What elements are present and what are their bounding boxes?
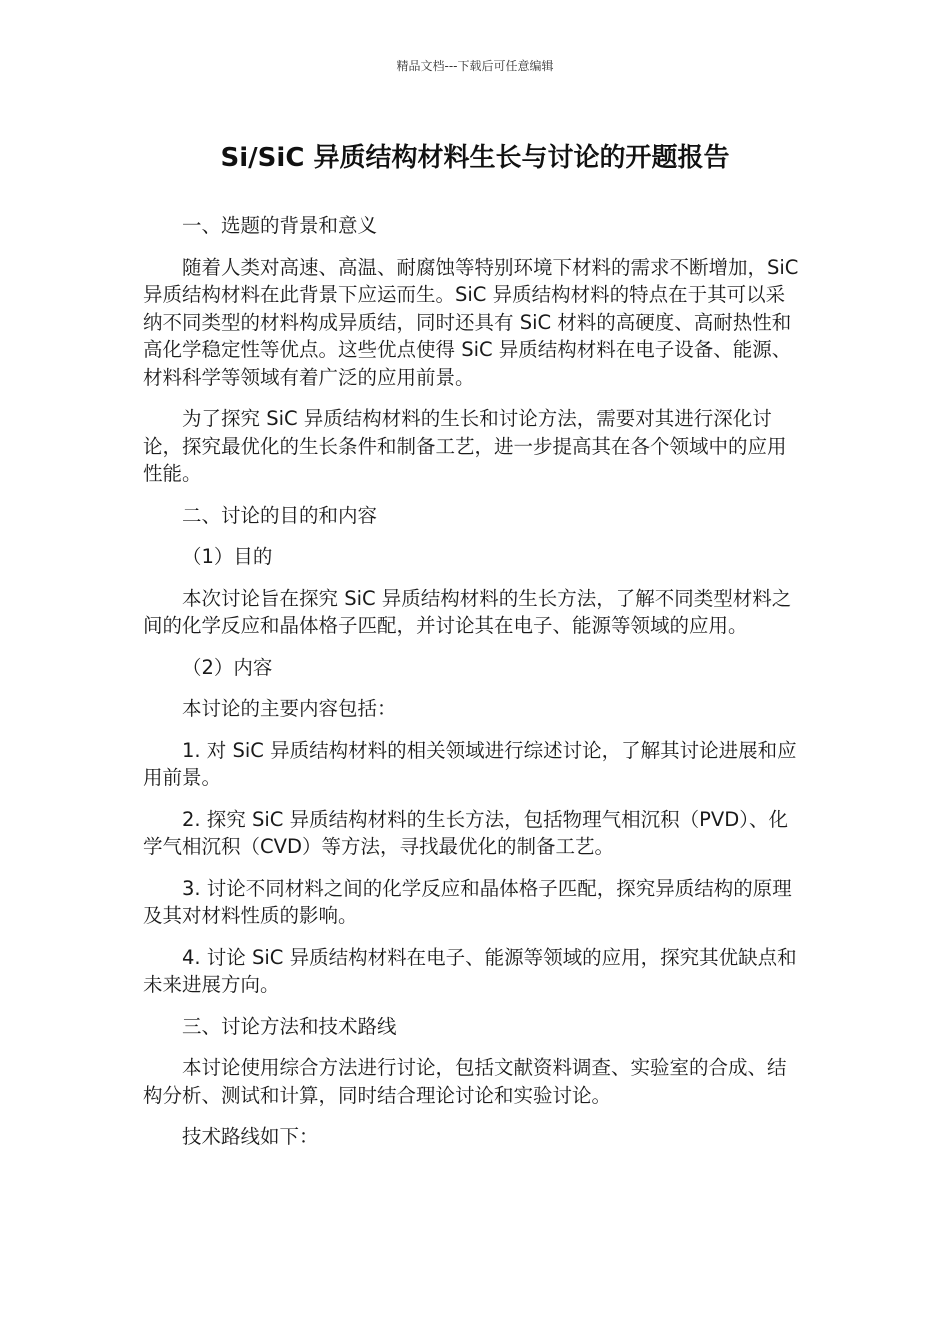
section-2-heading: 二、讨论的目的和内容 xyxy=(182,503,378,527)
list-item-1: 1. 对 SiC 异质结构材料的相关领域进行综述讨论，了解其讨论进展和应用前景。 xyxy=(143,738,797,789)
section-3-paragraph-1: 本讨论使用综合方法进行讨论，包括文献资料调查、实验室的合成、结构分析、测试和计算，同时结合理论讨论和实验讨论。 xyxy=(143,1056,787,1107)
section-1-heading: 一、选题的背景和意义 xyxy=(182,214,378,237)
document-title: Si/SiC 异质结构材料生长与讨论的开题报告 xyxy=(220,143,730,173)
section-1-paragraph-1: 随着人类对高速、高温、耐腐蚀等特别环境下材料的需求不断增加，SiC 异质结构材料在此背景下应运而生。SiC 异质结构材料的特点在于其可以采纳不同类型的材料构成异质结，同时还具有 SiC 材料的高硬度、高耐热性和高化学稳定性等优点。这些优点使得 SiC 异质结构材料在电子设备、能源、材料科学等领域有着广泛的应用前景。 xyxy=(143,255,799,389)
section-3-heading: 三、讨论方法和技术路线 xyxy=(182,1014,397,1038)
section-1-paragraph-2: 为了探究 SiC 异质结构材料的生长和讨论方法，需要对其进行深化讨论，探究最优化的生长条件和制备工艺，进一步提高其在各个领域中的应用性能。 xyxy=(143,407,787,485)
section-2-subheading-content: （2）内容 xyxy=(182,655,273,679)
section-3-paragraph-2: 技术路线如下： xyxy=(182,1125,319,1148)
section-2-subheading-purpose: （1）目的 xyxy=(182,545,273,568)
section-2-paragraph-2: 本讨论的主要内容包括： xyxy=(182,697,397,720)
section-2-paragraph-1: 本次讨论旨在探究 SiC 异质结构材料的生长方法，了解不同类型材料之间的化学反应和晶体格子匹配，并讨论其在电子、能源等领域的应用。 xyxy=(143,586,792,637)
list-item-2: 2. 探究 SiC 异质结构材料的生长方法，包括物理气相沉积（PVD）、化学气相沉积（CVD）等方法，寻找最优化的制备工艺。 xyxy=(143,807,788,858)
list-item-3: 3. 讨论不同材料之间的化学反应和晶体格子匹配，探究异质结构的原理及其对材料性质的影响。 xyxy=(143,876,792,927)
document-body xyxy=(143,212,803,1165)
page-header: 精品文档---下载后可任意编辑 xyxy=(396,59,554,73)
list-item-4: 4. 讨论 SiC 异质结构材料在电子、能源等领域的应用，探究其优缺点和未来进展方向。 xyxy=(143,945,797,996)
